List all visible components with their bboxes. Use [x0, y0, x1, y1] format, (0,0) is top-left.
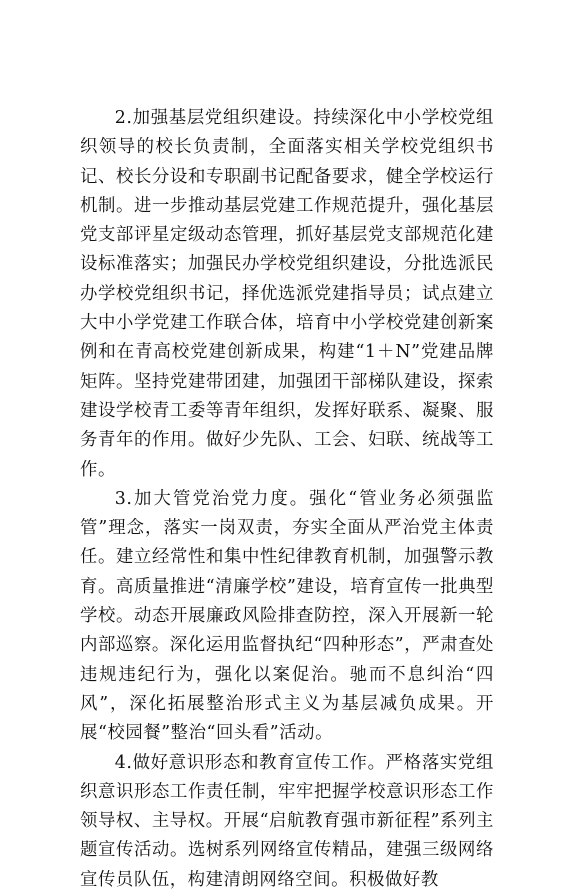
paragraph-ideology-publicity: 4.做好意识形态和教育宣传工作。严格落实党组织意识形态工作责任制，牢牢把握学校意识形态工作领导权、主导权。开展“启航教育强市新征程”系列主题宣传活动。选树系列网络宣传精品，建强三级网络宣传员队伍，构建清朗网络空间。积极做好教	[80, 752, 494, 890]
paragraph-party-governance: 3.加大管党治党力度。强化“管业务必须强监管”理念，落实一岗双责，夯实全面从严治党主体责任。建立经常性和集中性纪律教育机制，加强警示教育。高质量推进“清廉学校”建设，培育宣传一批典型学校。动态开展廉政风险排查防控，深入开展新一轮内部巡察。深化运用监督执纪“四种形态”，严肃查处违规违纪行为，强化以案促治。驰而不息纠治“四风”，深化拓展整治形式主义为基层减负成果。开展“校园餐”整治“回头看”活动。	[80, 488, 494, 744]
paragraph-party-building: 2.加强基层党组织建设。持续深化中小学校党组织领导的校长负责制，全面落实相关学校党组织书记、校长分设和专职副书记配备要求，健全学校运行机制。进一步推动基层党建工作规范提升，强化基层党支部评星定级动态管理，抓好基层党支部规范化建设标准落实；加强民办学校党组织建设，分批选派民办学校党组织书记，择优选派党建指导员；试点建立大中小学党建工作联合体，培育中小学校党建创新案例和在青高校党建创新成果，构建“1＋N”党建品牌矩阵。坚持党建带团建，加强团干部梯队建设，探索建设学校青工委等青年组织，发挥好联系、凝聚、服务青年的作用。做好少先队、工会、妇联、统战等工作。	[80, 108, 494, 480]
document-body	[80, 104, 494, 895]
